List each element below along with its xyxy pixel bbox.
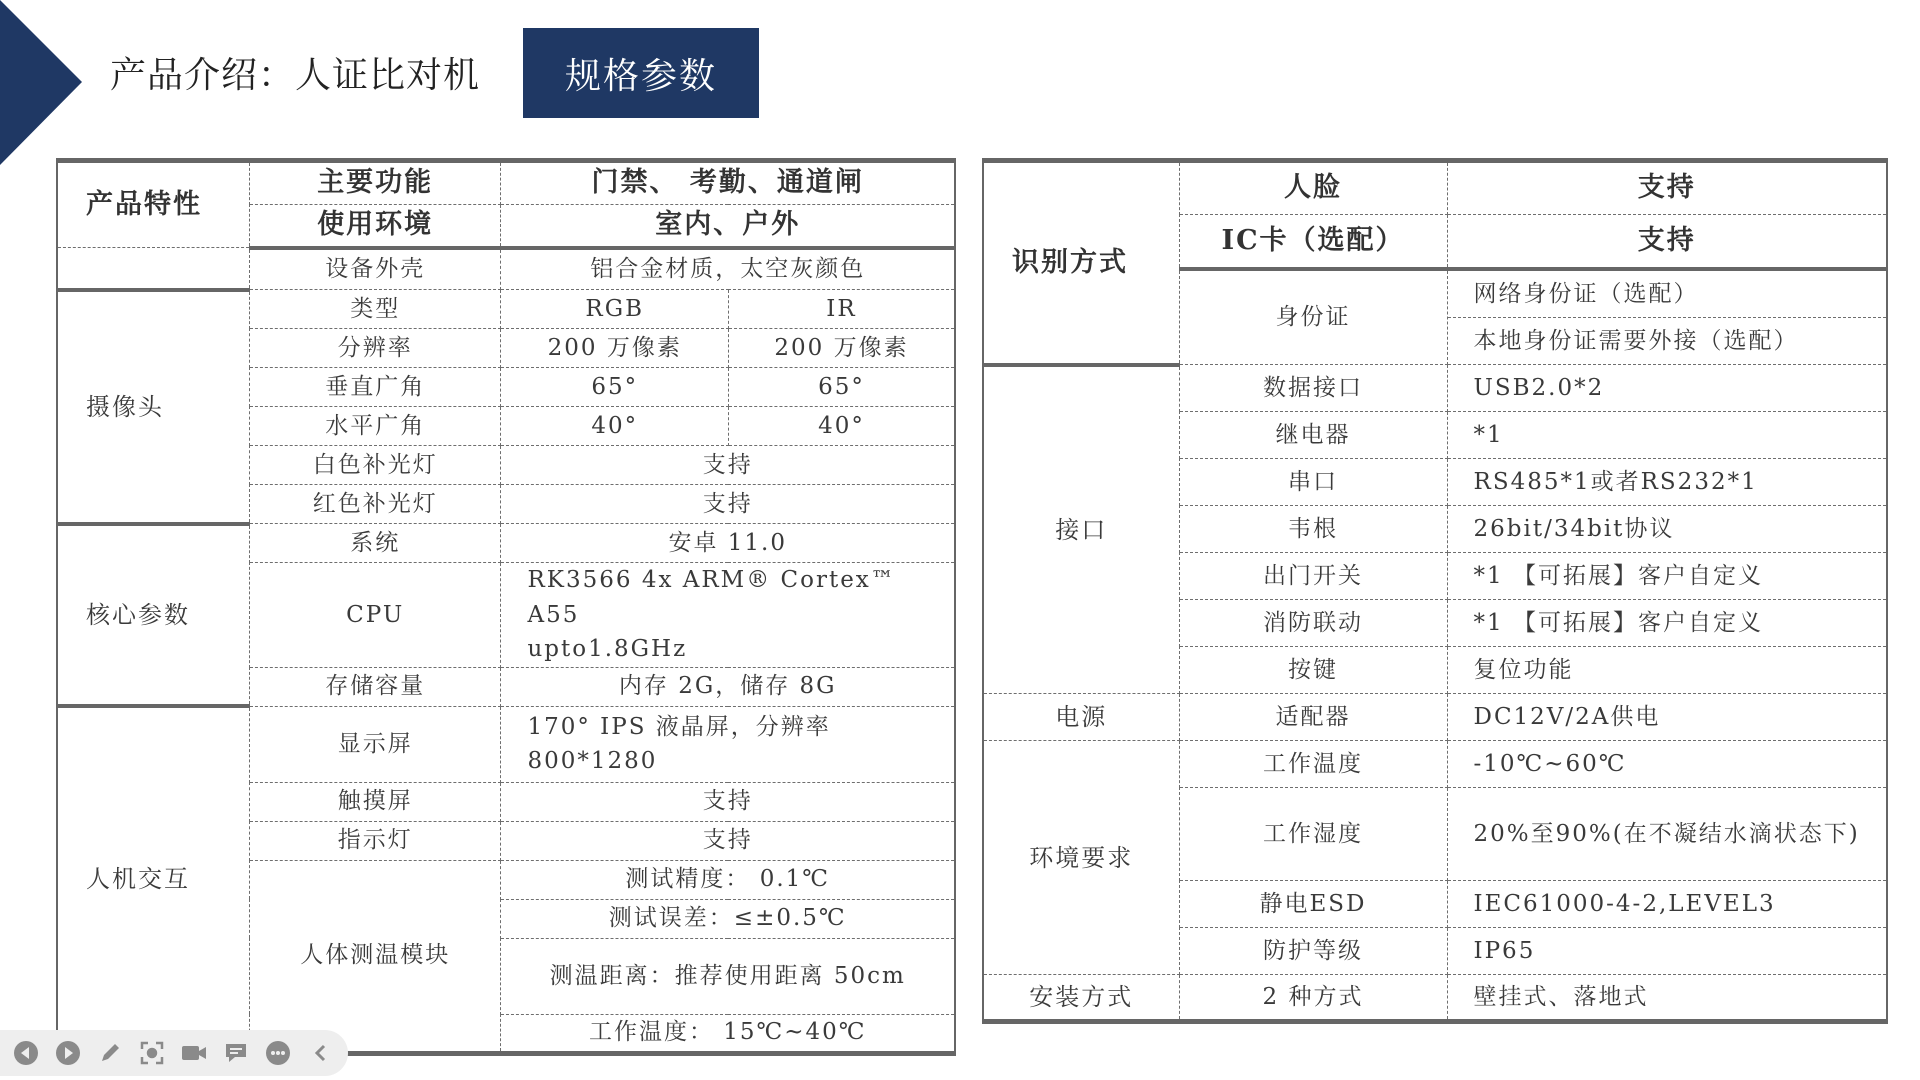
screenshot-icon[interactable] (138, 1039, 166, 1067)
row-value-display (501, 706, 955, 782)
cell-ir: IR (728, 290, 955, 329)
row-label: 显示屏 (249, 706, 501, 782)
row-label: 继电器 (1179, 412, 1447, 459)
row-label: 韦根 (1179, 506, 1447, 553)
row-value: IEC61000-4-2,LEVEL3 (1447, 881, 1887, 928)
collapse-icon[interactable] (306, 1039, 334, 1067)
display-line-2: 800*1280 (527, 748, 658, 774)
row-label: 出门开关 (1179, 553, 1447, 600)
row-value: *1 【可拓展】客户自定义 (1447, 600, 1887, 647)
row-value: 26bit/34bit协议 (1447, 506, 1887, 553)
cell-ir: 65° (728, 368, 955, 407)
camera-icon[interactable] (180, 1039, 208, 1067)
row-label: 主要功能 (249, 161, 501, 205)
row-value: 内存 2G，储存 8G (501, 667, 955, 706)
row-label: 静电ESD (1179, 881, 1447, 928)
row-value: -10℃~60℃ (1447, 741, 1887, 788)
row-value-cpu (501, 563, 955, 668)
row-label: 指示灯 (249, 821, 501, 860)
row-value: 支持 (501, 485, 955, 524)
row-value: *1 【可拓展】客户自定义 (1447, 553, 1887, 600)
spec-table-left (56, 158, 956, 1056)
cell-rgb: 200 万像素 (501, 329, 729, 368)
spec-table-right (982, 158, 1888, 1024)
header-chevron-decoration (0, 0, 90, 170)
row-value: 20%至90%(在不凝结水滴状态下) (1447, 788, 1887, 881)
presentation-toolbar (0, 1030, 348, 1076)
play-icon[interactable] (54, 1039, 82, 1067)
row-label: 分辨率 (249, 329, 501, 368)
category-install: 安装方式 (983, 975, 1179, 1022)
id-card-option-2: 本地身份证需要外接（选配） (1473, 327, 1799, 354)
row-value: 支持 (501, 446, 955, 485)
row-label: CPU (249, 563, 501, 668)
cell-rgb: RGB (501, 290, 729, 329)
row-label: 身份证 (1179, 269, 1447, 365)
row-value: 壁挂式、落地式 (1447, 975, 1887, 1022)
spec-badge: 规格参数 (523, 28, 759, 118)
row-label: 人体测温模块 (249, 860, 501, 1053)
comment-icon[interactable] (222, 1039, 250, 1067)
row-value: 铝合金材质，太空灰颜色 (501, 248, 955, 290)
category-camera: 摄像头 (57, 290, 249, 524)
category-core: 核心参数 (57, 524, 249, 707)
row-value: 测温距离：推荐使用距离 50cm (501, 938, 955, 1014)
cell-rgb: 40° (501, 407, 729, 446)
row-label: IC卡（选配） (1179, 215, 1447, 269)
cell-ir: 40° (728, 407, 955, 446)
cpu-line-1: RK3566 4x ARM® Cortex™ A55 (527, 567, 896, 628)
row-label: 串口 (1179, 459, 1447, 506)
pen-icon[interactable] (96, 1039, 124, 1067)
row-label: 设备外壳 (249, 248, 501, 290)
row-label: 白色补光灯 (249, 446, 501, 485)
row-label: 人脸 (1179, 161, 1447, 215)
row-value: RS485*1或者RS232*1 (1447, 459, 1887, 506)
id-card-option-1: 网络身份证（选配） (1448, 271, 1887, 318)
category-interface: 接口 (983, 365, 1179, 694)
row-label: 防护等级 (1179, 928, 1447, 975)
row-label: 垂直广角 (249, 368, 501, 407)
row-label: 数据接口 (1179, 365, 1447, 412)
row-value: 测试误差：≤±0.5℃ (501, 899, 955, 938)
row-value: 安卓 11.0 (501, 524, 955, 563)
row-label: 消防联动 (1179, 600, 1447, 647)
row-label: 适配器 (1179, 694, 1447, 741)
row-value: 门禁、 考勤、通道闸 (501, 161, 955, 205)
row-value: 支持 (501, 821, 955, 860)
display-line-1: 170° IPS 液晶屏，分辨率 (527, 713, 831, 740)
row-label: 工作湿度 (1179, 788, 1447, 881)
row-label: 系统 (249, 524, 501, 563)
row-value: 工作温度： 15℃~40℃ (501, 1014, 955, 1053)
row-value: *1 (1447, 412, 1887, 459)
row-label: 存储容量 (249, 667, 501, 706)
category-product-features: 产品特性 (57, 161, 249, 248)
page-title: 产品介绍：人证比对机 (110, 55, 481, 96)
row-label: 工作温度 (1179, 741, 1447, 788)
category-power: 电源 (983, 694, 1179, 741)
row-label: 2 种方式 (1179, 975, 1447, 1022)
row-label: 使用环境 (249, 205, 501, 248)
row-value: DC12V/2A供电 (1447, 694, 1887, 741)
cell-rgb: 65° (501, 368, 729, 407)
cell-ir: 200 万像素 (728, 329, 955, 368)
row-value: USB2.0*2 (1447, 365, 1887, 412)
row-label: 类型 (249, 290, 501, 329)
row-label: 触摸屏 (249, 782, 501, 821)
category-recognition: 识别方式 (983, 161, 1179, 365)
prev-icon[interactable] (12, 1039, 40, 1067)
more-icon[interactable] (264, 1039, 292, 1067)
category-environment: 环境要求 (983, 741, 1179, 975)
spacer-cell (57, 248, 249, 290)
row-value: 测试精度： 0.1℃ (501, 860, 955, 899)
row-label: 红色补光灯 (249, 485, 501, 524)
row-label: 按键 (1179, 647, 1447, 694)
category-hmi: 人机交互 (57, 706, 249, 1053)
row-value: 支持 (1447, 215, 1887, 269)
row-label: 水平广角 (249, 407, 501, 446)
row-value: 复位功能 (1447, 647, 1887, 694)
row-value: IP65 (1447, 928, 1887, 975)
cpu-line-2: upto1.8GHz (527, 636, 688, 662)
row-value-id-card (1447, 269, 1887, 365)
row-value: 支持 (1447, 161, 1887, 215)
row-value: 室内、户外 (501, 205, 955, 248)
row-value: 支持 (501, 782, 955, 821)
